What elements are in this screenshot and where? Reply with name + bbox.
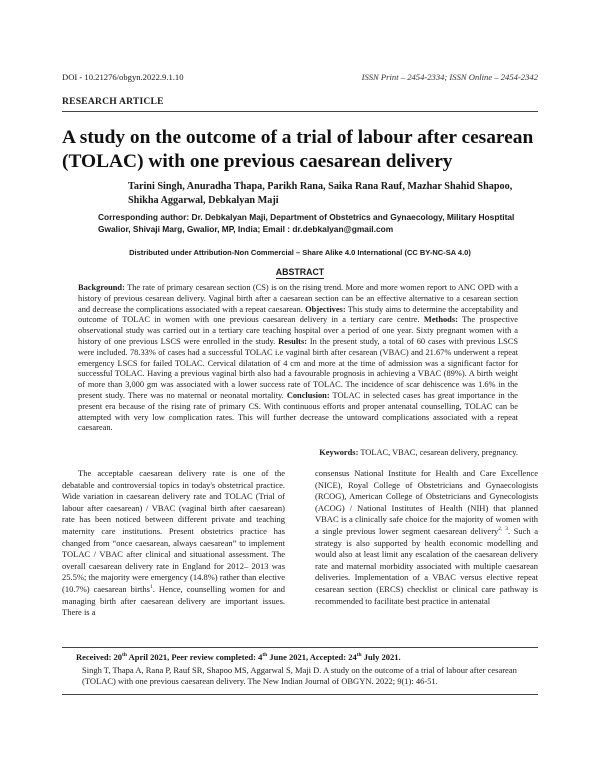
corresponding-author: Corresponding author: Dr. Debkalyan Maji, Department of Obstetrics and Gynaecology, Military Hosptital Gwalior, Shivaji Marg, Gwalior, MP, India; Email : dr.debkalyan@gmail.com	[98, 212, 515, 234]
abstract-heading: ABSTRACT	[275, 267, 325, 277]
article-title: A study on the outcome of a trial of labour after cesarean (TOLAC) with one previous caesarean delivery	[62, 127, 534, 172]
received-dates: Received: 20th April 2021, Peer review completed: 4th June 2021, Accepted: 24th July 2021.	[76, 652, 401, 662]
header-divider	[62, 111, 538, 112]
reference-marker[interactable]: 1	[149, 584, 153, 591]
article-footer	[62, 647, 538, 695]
abstract-text: Background: The rate of primary cesarean section (CS) is on the rising trend. More and more women report to ANC OPD with a history of previous cesarean delivery. Vaginal birth after a caesarean section can be an effective alternative to a cesarean section and decrease the complications associated with a repeat caesarean. Objectives: This study aims to determine the acceptability and outcome of TOLAC in women with one previous caesarean delivery in a tertiary care centre. Methods: The prospective observational study was carried out in a tertiary care teaching hospital over a period of one year. Sixty pregnant women with a history of one previous LSCS were enrolled in the study. Results: In the present study, a total of 60 cases with previous LSCS were included. 78.33% of cases had a successful TOLAC i.e vaginal birth after cesarean (VBAC) and 21.67% underwent a repeat emergency LSCS for failed TOLAC. Cervical dilatation of 4 cm and more at the time of admission was a significant factor for successful TOLAC. Having a previous vaginal birth also had a favourable prognosis in achieving a VBAC (89%). A birth weight of more than 3,000 gm was associated with a lower success rate of TOLAC. The incidence of scar dehiscence was 1.6% in the present study. There was no maternal or neonatal mortality. Conclusion: TOLAC in selected cases has great importance in the present era because of the rising rate of primary CS. With continuous efforts and proper antenatal counselling, TOLAC can be attempted with very low complication rates. This will further decrease the untoward complications associated with a repeat caesarean.	[78, 283, 519, 433]
reference-marker[interactable]: 2, 3	[498, 526, 508, 533]
author-list: Tarini Singh, Anuradha Thapa, Parikh Rana, Saika Rana Rauf, Mazhar Shahid Shapoo, Shikha Aggarwal, Debkalyan Maji	[128, 181, 513, 207]
keywords: Keywords: TOLAC, VBAC, cesarean delivery, pregnancy.	[319, 448, 518, 457]
body-column-right: consensus National Institute for Health and Care Excellence (NICE), Royal College of Obstetricians and Gynaecologists (RCOG), American College of Obstetricians and Gynecologists (ACOG) / National Institutes of Health (NIH) that planned VBAC is a clinically safe choice for the majority of women with a single previous lower segment caesarean delivery$^{2, 3}$. Such a strategy is also supported by health economic modelling and would also at least limit any escalation of the caesarean delivery rate and maternal morbidity associated with multiple caesarean deliveries. Implementation of a VBAC versus elective repeat cesarean section (ERCS) checklist or clinical care pathway is recommended to facilitate best practice in antenatal	[315, 468, 538, 606]
issn: ISSN Print – 2454-2334; ISSN Online – 2454-2342	[361, 72, 538, 82]
article-type: RESEARCH ARTICLE	[62, 96, 164, 107]
body-column-left: The acceptable caesarean delivery rate is one of the debatable and controversial topics in today's obstetrical practice. Wide variation in caesarean delivery rate and TOLAC (Trial of labour after caesarean) / VBAC (vaginal birth after caesarean) rate has been noticed between different private and teaching maternity care institutions. Present obstetrics practice has changed from “once caesarean, always caesarean” to implement TOLAC / VBAC after clinical and situational assessment. The overall caesarean delivery rate in England for 2012– 2013 was 25.5%; the majority were emergency (14.8%) rather than elective (10.7%) caesarean births$^1$. Hence, counselling women for and managing birth after caesarean delivery are important issues. There is a	[62, 468, 285, 618]
citation: Singh T, Thapa A, Rana P, Rauf SR, Shapoo MS, Aggarwal S, Maji D. A study on the outcome of a trial of labour after cesarean (TOLAC) with one previous caesarean delivery. The New Indian Journal of OBGYN. 2022; 9(1): 46-51.	[82, 664, 517, 686]
license-statement: Distributed under Attribution-Non Commercial – Share Alike 4.0 International (CC BY-NC-SA 4.0)	[129, 248, 471, 257]
doi[interactable]: DOI - 10.21276/obgyn.2022.9.1.10	[62, 72, 184, 82]
